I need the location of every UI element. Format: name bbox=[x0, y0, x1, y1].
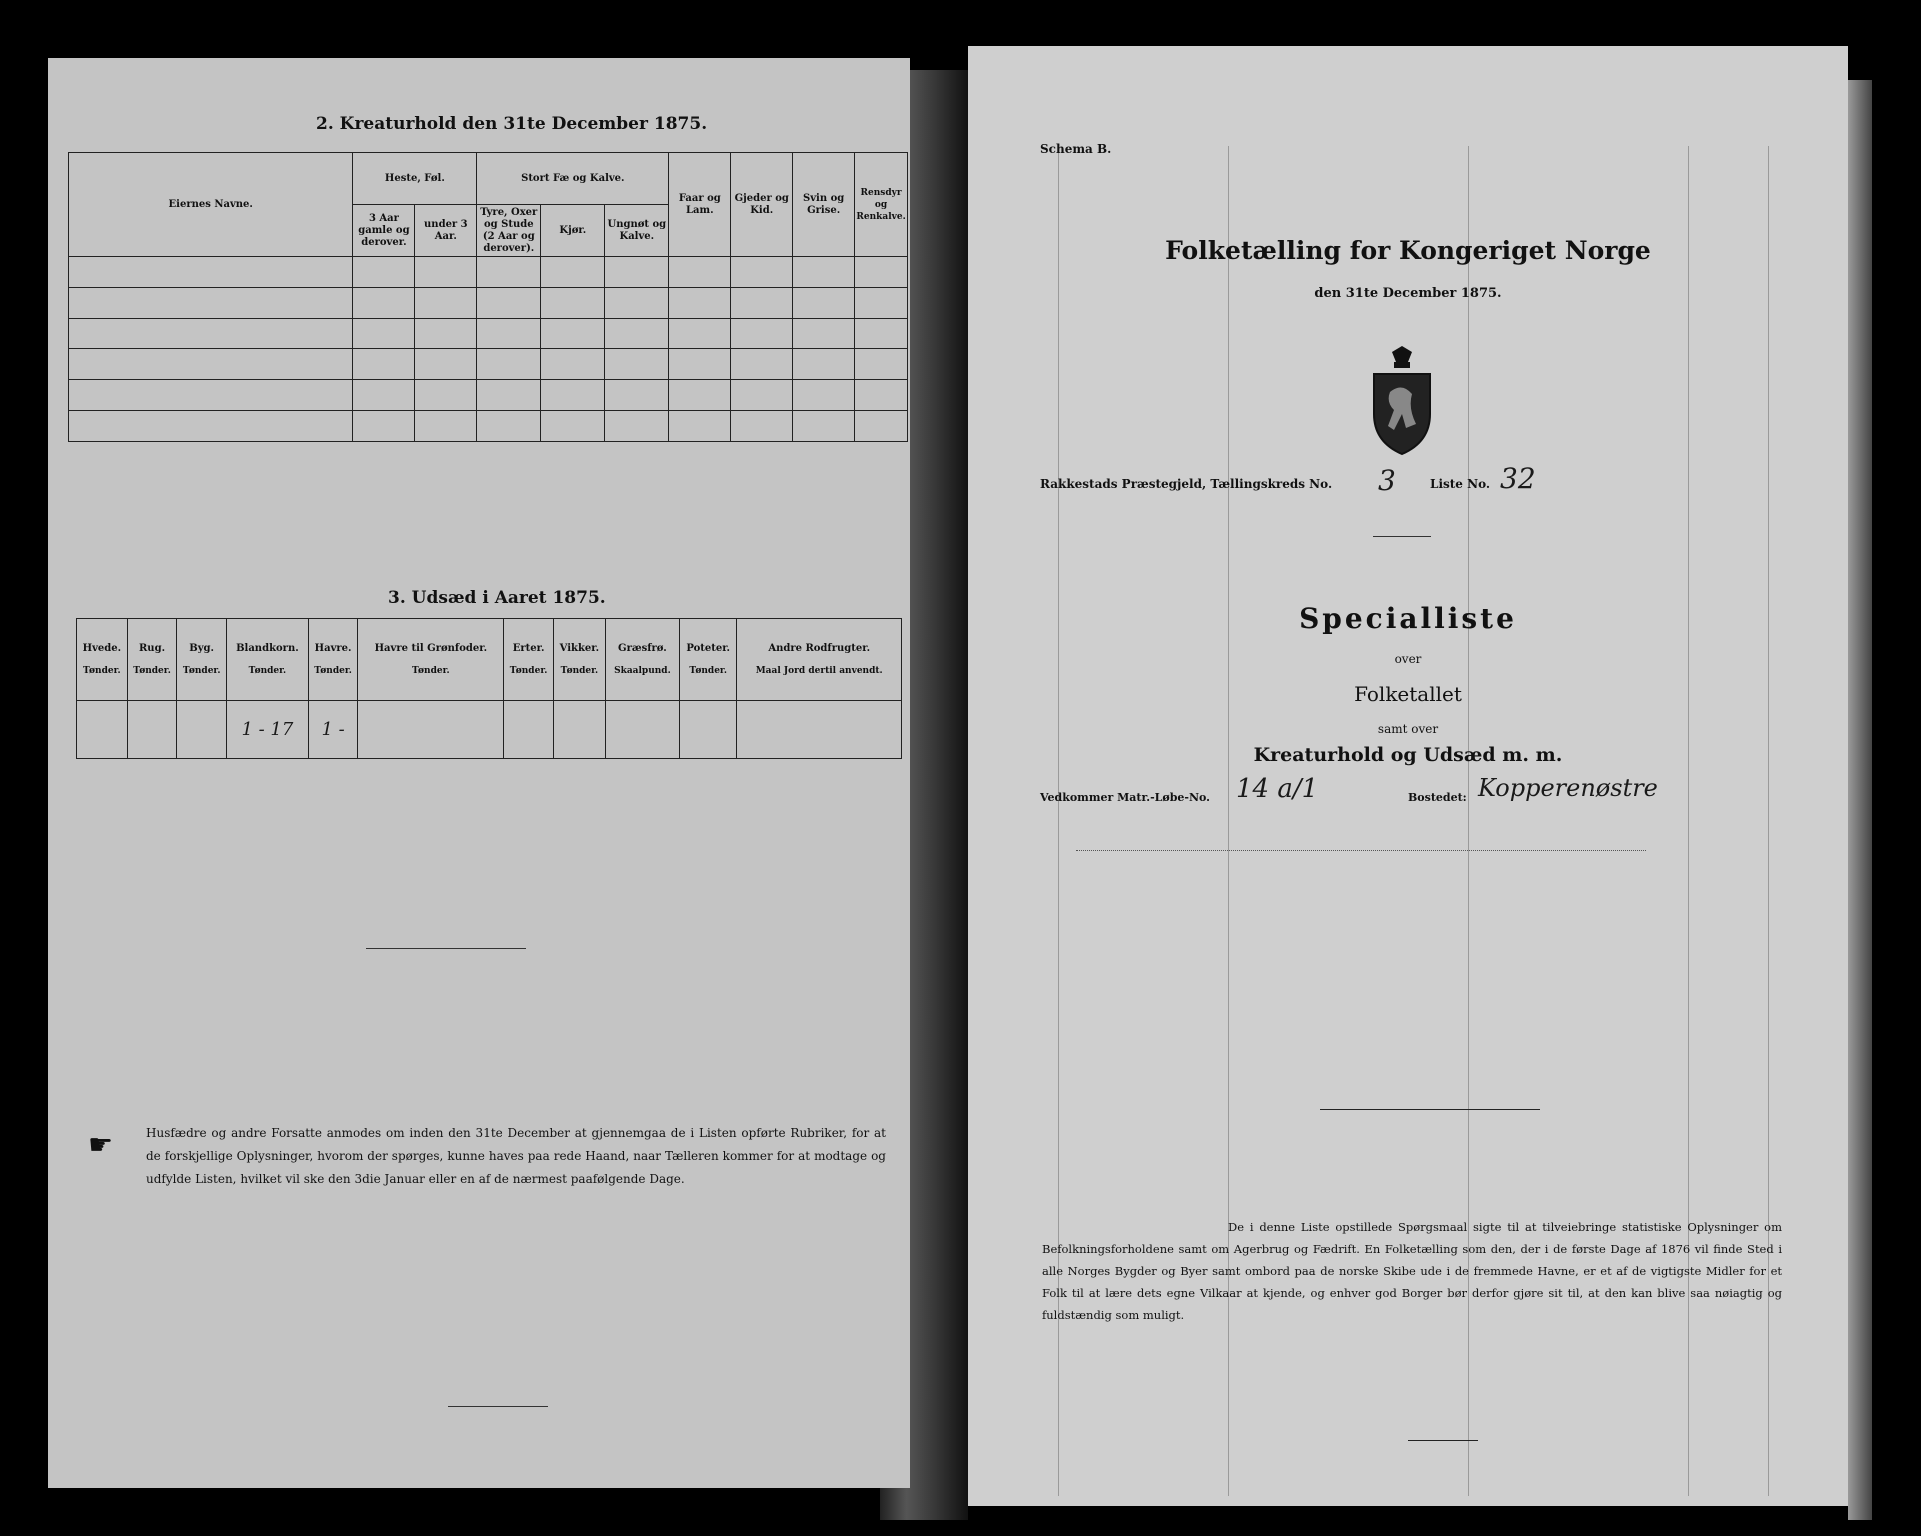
seed-column-header bbox=[127, 619, 177, 701]
owner-header: Eiernes Navne. bbox=[69, 153, 353, 257]
livestock-table bbox=[68, 152, 908, 442]
main-title: Folketælling for Kongeriget Norge bbox=[1165, 236, 1651, 265]
divider bbox=[1408, 1440, 1478, 1441]
seed-unit: Tønder. bbox=[509, 665, 548, 676]
specialliste-heading: Specialliste bbox=[1299, 602, 1517, 635]
seed-crop-name: Græsfrø. bbox=[618, 642, 667, 654]
table-row bbox=[69, 349, 908, 380]
explanatory-paragraph: De i denne Liste opstillede Spørgsmaal sigte til at tilveiebringe statistiske Oplysninger om Befolkningsforholdene samt om Agerbrug og Fædrift. En Folketælling som den, der i de første Dage af 1876 vil finde Sted i alle Norges Bygder og Byer samt ombord paa de norske Skibe ude i de fremmede Havne, er et af de vigtigste Midler for et Folk til at lære dets egne Vilkaar at kjende, og enhver god Borger bør derfor gjøre sit til, at den kan blive saa nøiagtig og fuldstændig som muligt. bbox=[1042, 1220, 1782, 1322]
seed-crop-name: Havre til Grønfoder. bbox=[374, 642, 488, 654]
seed-value-cell bbox=[127, 701, 177, 759]
seed-column-header bbox=[177, 619, 227, 701]
seed-value-cell bbox=[737, 701, 902, 759]
seed-crop-name: Poteter. bbox=[686, 642, 731, 654]
dotted-line bbox=[1076, 850, 1646, 851]
seed-unit: Tønder. bbox=[133, 665, 171, 676]
seed-unit: Tønder. bbox=[248, 665, 287, 676]
seed-column-header bbox=[308, 619, 358, 701]
seed-column-header bbox=[605, 619, 679, 701]
seed-value-cell bbox=[504, 701, 554, 759]
divider bbox=[1373, 536, 1431, 537]
seed-unit: Tønder. bbox=[182, 665, 221, 676]
seed-column-header bbox=[553, 619, 605, 701]
seed-crop-name: Hvede. bbox=[82, 642, 122, 654]
seed-table bbox=[76, 618, 902, 759]
pigs-header: Svin og Grise. bbox=[793, 153, 855, 257]
divider bbox=[1320, 1109, 1540, 1110]
over-label: over bbox=[1394, 652, 1422, 666]
calves-header: Ungnøt og Kalve. bbox=[605, 205, 669, 257]
seed-column-header bbox=[358, 619, 504, 701]
district-number: 3 bbox=[1378, 464, 1396, 497]
oxen-header: Tyre, Oxer og Stude (2 Aar og derover). bbox=[477, 205, 541, 257]
list-label: Liste No. bbox=[1430, 477, 1491, 491]
seed-crop-name: Havre. bbox=[314, 642, 352, 654]
table-row bbox=[69, 287, 908, 318]
matr-label: Vedkommer Matr.-Løbe-No. bbox=[1040, 791, 1210, 804]
seed-unit: Tønder. bbox=[83, 665, 121, 676]
left-page bbox=[48, 58, 910, 1488]
folketallet-heading: Folketallet bbox=[1354, 682, 1462, 706]
seed-unit: Tønder. bbox=[314, 665, 352, 676]
seed-crop-name: Byg. bbox=[189, 642, 215, 654]
schema-label: Schema B. bbox=[1040, 142, 1112, 156]
seed-value-cell bbox=[605, 701, 679, 759]
bosted-value: Kopperenøstre bbox=[1478, 774, 1658, 802]
horses-3yr-header: 3 Aar gamle og derover. bbox=[353, 205, 415, 257]
seed-crop-name: Andre Rodfrugter. bbox=[768, 642, 871, 654]
bosted-label: Bostedet: bbox=[1408, 791, 1467, 804]
seed-column-header bbox=[504, 619, 554, 701]
seed-value-cell bbox=[358, 701, 504, 759]
table-row bbox=[69, 380, 908, 411]
seed-unit: Skaalpund. bbox=[614, 665, 671, 676]
seed-unit: Tønder. bbox=[412, 665, 450, 676]
seed-value-cell bbox=[77, 701, 128, 759]
table-row bbox=[69, 257, 908, 288]
right-page bbox=[968, 46, 1848, 1506]
table-row bbox=[69, 318, 908, 349]
seed-crop-name: Rug. bbox=[139, 642, 166, 654]
seed-column-header bbox=[77, 619, 128, 701]
table-row bbox=[69, 411, 908, 442]
seed-unit: Tønder. bbox=[560, 665, 599, 676]
reindeer-header: Rensdyr og Renkalve. bbox=[855, 153, 908, 257]
seed-crop-name: Erter. bbox=[512, 642, 545, 654]
matr-value: 14 a/1 bbox=[1236, 774, 1319, 804]
district-label: Rakkestads Præstegjeld, Tællingskreds No. bbox=[1040, 477, 1333, 491]
divider bbox=[448, 1406, 548, 1407]
seed-crop-name: Vikker. bbox=[559, 642, 600, 654]
seed-column-header bbox=[737, 619, 902, 701]
footnote: Husfædre og andre Forsatte anmodes om inden den 31te December at gjennemgaa de i Listen opførte Rubriker, for at de forskjellige Oplysninger, hvorom der spørges, kunne haves paa rede Haand, naar Tælleren kommer for at modtage og udfylde Listen, hvilket vil ske den 3die Januar eller en af de nærmest paafølgende Dage. bbox=[146, 1126, 886, 1186]
samt-over-label: samt over bbox=[1377, 722, 1439, 736]
list-number: 32 bbox=[1500, 462, 1536, 495]
coat-of-arms-icon bbox=[1368, 346, 1436, 456]
seed-value-cell bbox=[553, 701, 605, 759]
horses-header: Heste, Føl. bbox=[353, 153, 477, 205]
seed-value-cell: 1 - bbox=[308, 701, 358, 759]
horses-under3-header: under 3 Aar. bbox=[415, 205, 477, 257]
kreaturhold-heading: Kreaturhold og Udsæd m. m. bbox=[1253, 744, 1563, 766]
seed-value-cell bbox=[177, 701, 227, 759]
date-line: den 31te December 1875. bbox=[1314, 286, 1502, 301]
divider bbox=[366, 948, 526, 949]
page-edges bbox=[1848, 80, 1872, 1520]
cattle-header: Stort Fæ og Kalve. bbox=[477, 153, 669, 205]
pointing-hand-icon: ☛ bbox=[88, 1128, 114, 1161]
seed-value-cell: 1 - 17 bbox=[227, 701, 309, 759]
cows-header: Kjør. bbox=[541, 205, 605, 257]
section3-title: 3. Udsæd i Aaret 1875. bbox=[388, 588, 606, 608]
seed-value-cell bbox=[679, 701, 736, 759]
seed-unit: Tønder. bbox=[689, 665, 727, 676]
section2-title: 2. Kreaturhold den 31te December 1875. bbox=[316, 114, 708, 134]
seed-crop-name: Blandkorn. bbox=[236, 642, 299, 654]
seed-unit: Maal Jord dertil anvendt. bbox=[755, 665, 883, 676]
seed-column-header bbox=[227, 619, 309, 701]
sheep-header: Faar og Lam. bbox=[669, 153, 731, 257]
goats-header: Gjeder og Kid. bbox=[731, 153, 793, 257]
seed-column-header bbox=[679, 619, 736, 701]
